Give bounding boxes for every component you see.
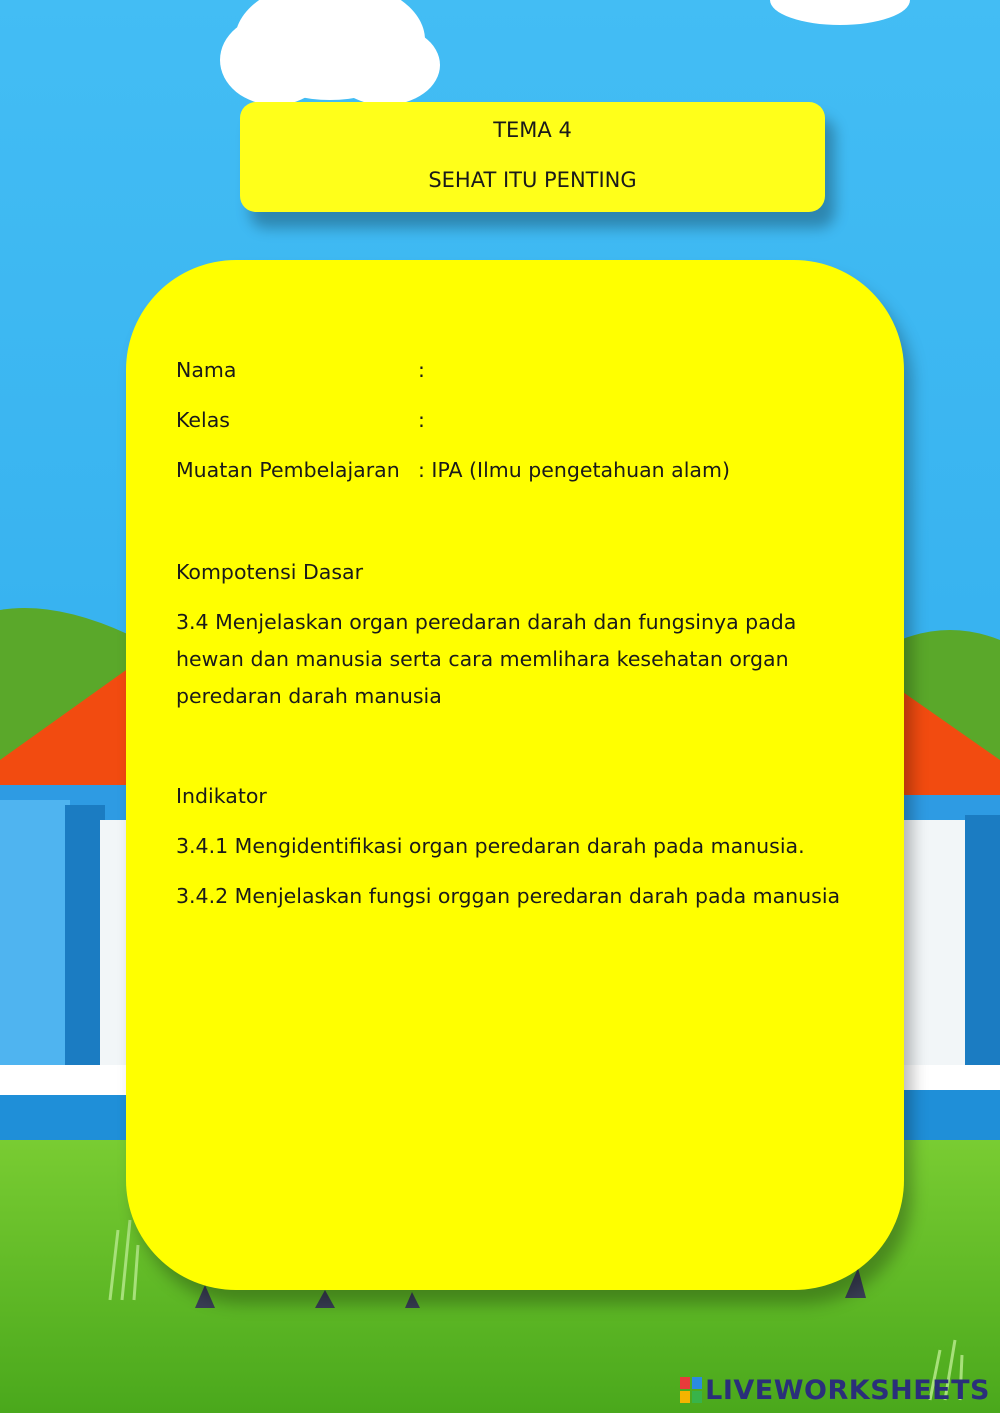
indicator-item-1: 3.4.1 Mengidentifikasi organ peredaran darah pada manusia. — [176, 834, 805, 858]
theme-label: TEMA 4 — [493, 118, 572, 142]
cloud-left — [220, 0, 440, 105]
name-label: Nama — [176, 358, 237, 382]
house-right — [900, 690, 1000, 1150]
liveworksheets-logo — [680, 1375, 990, 1405]
class-value: : — [418, 408, 425, 432]
name-value: : — [418, 358, 425, 382]
class-label: Kelas — [176, 408, 230, 432]
competency-heading: Kompotensi Dasar — [176, 560, 364, 584]
indicator-item-2: 3.4.2 Menjelaskan fungsi orggan peredaran darah pada manusia — [176, 884, 841, 908]
logo-text: LIVEWORKSHEETS — [705, 1374, 990, 1406]
worksheet-card — [126, 260, 904, 1290]
competency-text: 3.4 Menjelaskan organ peredaran darah dan fungsinya pada hewan dan manusia serta cara memlihara kesehatan organ peredaran darah manusia — [176, 610, 797, 708]
indicator-heading: Indikator — [176, 784, 267, 808]
liveworksheets-logo-icon — [680, 1377, 702, 1403]
theme-title: SEHAT ITU PENTING — [428, 168, 637, 192]
subject-value: : IPA (Ilmu pengetahuan alam) — [418, 458, 730, 482]
subject-label: Muatan Pembelajaran — [176, 458, 400, 482]
title-card — [240, 102, 825, 212]
